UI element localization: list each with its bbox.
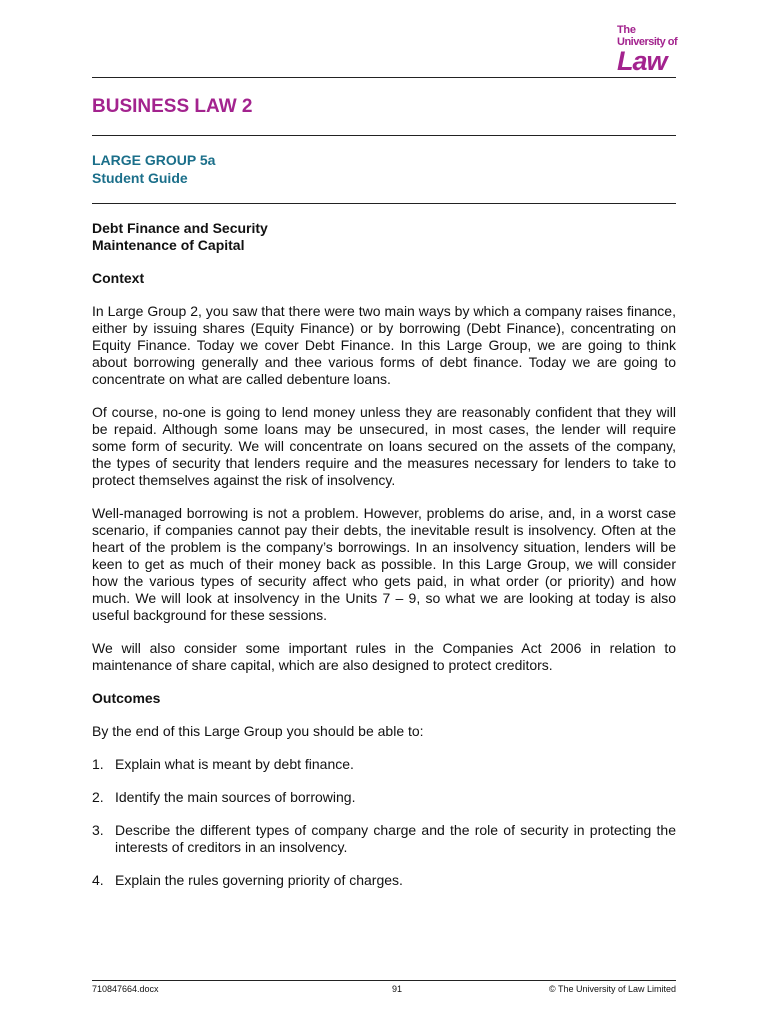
logo-line-1: The xyxy=(617,24,636,36)
header-rule-top xyxy=(92,77,676,78)
outcome-text: Identify the main sources of borrowing. xyxy=(115,789,356,805)
topic-debt-finance: Debt Finance and Security xyxy=(92,220,268,236)
context-paragraph-1: In Large Group 2, you saw that there were two main ways by which a company raises finance, either by issuing shares (Equity Finance) or by borrowing (Debt Finance), concentrating on Equity Finance. Today we cover Debt Finance. In this Large Group, we are going to think about borrowing generally and thee various forms of debt finance. Today we are going to concentrate on what are called debenture loans. xyxy=(92,303,676,387)
footer-page-number: 91 xyxy=(392,984,403,994)
outcome-text: Describe the different types of company charge and the role of security in protecting the interests of creditors in an insolvency. xyxy=(115,822,676,855)
university-of-law-logo xyxy=(617,24,677,74)
footer-rule xyxy=(92,980,676,981)
outcome-number: 3. xyxy=(92,822,104,838)
context-heading: Context xyxy=(92,270,145,286)
context-paragraph-3: Well-managed borrowing is not a problem. However, problems do arise, and, in a worst case scenario, if companies cannot pay their debts, the inevitable result is insolvency. Often at the heart of the problem is the company’s borrowings. In an insolvency situation, lenders will be keen to get as much of their money back as possible. In this Large Group, we will consider how the various types of security affect who gets paid, in what order (or priority) and how much. We will look at insolvency in the Units 7 – 9, so what we are looking at today is also useful background for these sessions. xyxy=(92,505,676,623)
outcome-item xyxy=(92,822,676,856)
header-rule-bottom xyxy=(92,203,676,204)
header-rule-middle xyxy=(92,135,676,136)
footer-copyright: © The University of Law Limited xyxy=(548,984,676,994)
page-footer xyxy=(92,984,676,994)
logo-line-3: Law xyxy=(617,46,667,76)
document-body xyxy=(92,220,676,905)
context-paragraph-2: Of course, no-one is going to lend money unless they are reasonably confident that they will be repaid. Although some loans may be unsecured, in most cases, the lender will require some form of security. We will concentrate on loans secured on the assets of the company, the types of security that lenders require and the measures necessary for lenders to take to protect themselves against the risk of insolvency. xyxy=(92,404,676,488)
topic-maintenance-capital: Maintenance of Capital xyxy=(92,237,245,253)
outcomes-heading: Outcomes xyxy=(92,690,161,706)
outcome-item xyxy=(92,872,676,889)
context-paragraph-4: We will also consider some important rules in the Companies Act 2006 in relation to maintenance of share capital, which are also designed to protect creditors. xyxy=(92,640,676,673)
outcome-number: 2. xyxy=(92,789,104,805)
outcomes-intro: By the end of this Large Group you should be able to: xyxy=(92,723,424,739)
footer-doc-ref: 710847664.docx xyxy=(92,984,159,994)
outcome-item xyxy=(92,756,676,773)
course-title: BUSINESS LAW 2 xyxy=(92,96,253,117)
topic-block xyxy=(92,220,676,254)
group-label: LARGE GROUP 5a xyxy=(92,152,216,168)
logo-line-2: University of xyxy=(617,36,678,48)
guide-label: Student Guide xyxy=(92,170,188,186)
outcome-text: Explain what is meant by debt finance. xyxy=(115,756,354,772)
outcome-item xyxy=(92,789,676,806)
outcome-number: 4. xyxy=(92,872,104,888)
outcome-text: Explain the rules governing priority of charges. xyxy=(115,872,403,888)
outcome-number: 1. xyxy=(92,756,104,772)
group-subheading xyxy=(92,151,215,187)
